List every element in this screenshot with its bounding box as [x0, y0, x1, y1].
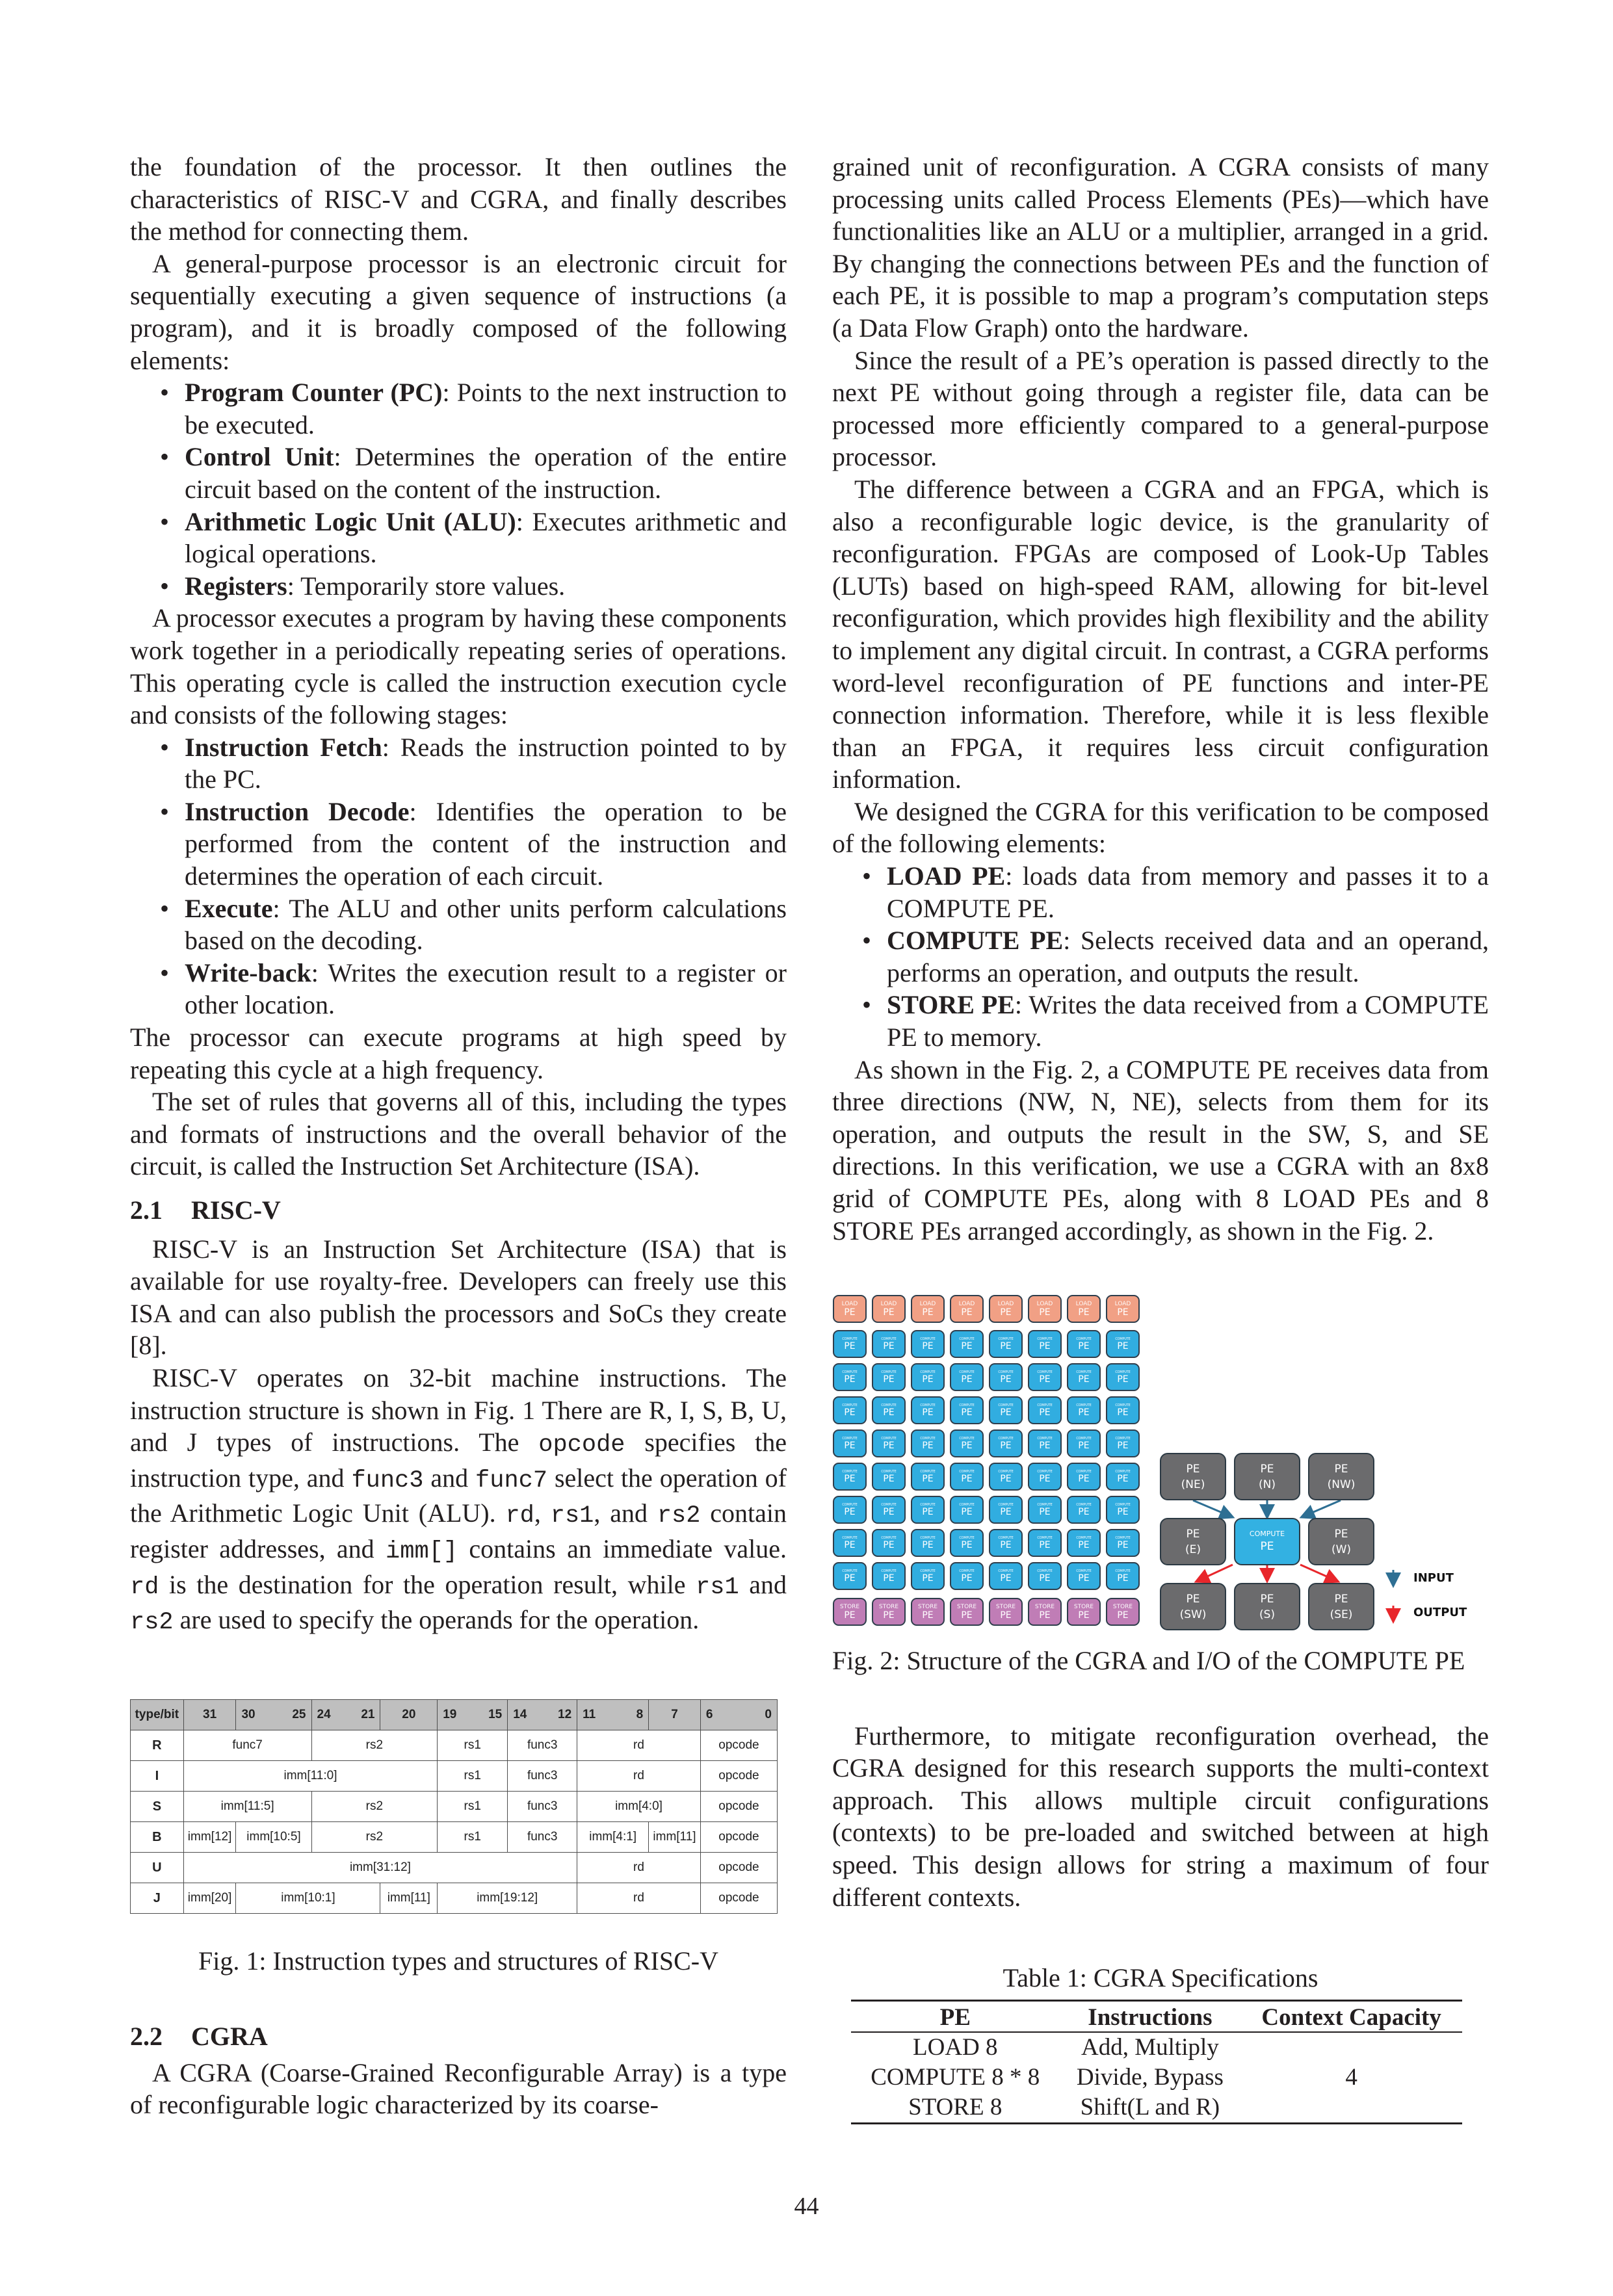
instruction-field: rs2 [311, 1730, 438, 1761]
instruction-field: imm[19:12] [438, 1883, 577, 1914]
instruction-field: imm[10:1] [236, 1883, 380, 1914]
table-1-caption: Table 1: CGRA Specifications [1003, 1963, 1318, 1992]
compute-pe-cell: COMPUTE PE [1106, 1562, 1140, 1590]
pe-box-ne: PE (NE) [1160, 1453, 1226, 1500]
instruction-type-row [131, 1792, 778, 1822]
compute-pe-cell: COMPUTE PE [833, 1562, 867, 1590]
instruction-field: imm[12] [183, 1822, 236, 1853]
compute-pe-cell: COMPUTE PE [950, 1396, 984, 1424]
load-pe-cell: LOAD PE [1067, 1295, 1101, 1323]
compute-pe-cell: COMPUTE PE [950, 1496, 984, 1524]
compute-pe-cell: COMPUTE PE [1067, 1396, 1101, 1424]
load-pe-cell: LOAD PE [833, 1295, 867, 1323]
compute-pe-cell: COMPUTE PE [833, 1396, 867, 1424]
compute-pe-cell: COMPUTE PE [950, 1562, 984, 1590]
compute-pe-cell: COMPUTE PE [989, 1496, 1023, 1524]
compute-pe-cell: COMPUTE PE [1106, 1529, 1140, 1557]
store-pe-cell: STORE PE [1106, 1598, 1140, 1626]
legend-output-label: OUTPUT [1413, 1606, 1467, 1619]
instruction-type-row [131, 1761, 778, 1792]
store-pe-cell: STORE PE [989, 1598, 1023, 1626]
paragraph: grained unit of reconfiguration. A CGRA consists of many processing units called Process Elements (PEs)—which have functionalities like an ALU or a multiplier, arranged in a grid. By changing the connections between PEs and the function of each PE, it is possible to map a program’s computation steps (a Data Flow Graph) onto the hardware. [832, 152, 1489, 343]
load-pe-cell: LOAD PE [911, 1295, 945, 1323]
store-pe-cell: STORE PE [1067, 1598, 1101, 1626]
list-item: • Instruction Decode: Identifies the operation to be performed from the content of the instruction and determines the operation of each circuit. [185, 796, 787, 893]
paragraph: Since the result of a PE’s operation is passed directly to the next PE without going through a register file, data can be processed more efficiently compared to a general-purpose processor. [832, 345, 1489, 472]
riscv-instruction-format-table [130, 1699, 778, 1914]
instruction-type-label: R [131, 1730, 184, 1761]
pe-box-w: PE (W) [1308, 1518, 1374, 1565]
list-item: • STORE PE: Writes the data received from a COMPUTE PE to memory. [887, 989, 1489, 1053]
store-pe-cell: STORE PE [950, 1598, 984, 1626]
pe-box-sw: PE (SW) [1160, 1583, 1226, 1630]
compute-pe-cell: COMPUTE PE [911, 1463, 945, 1491]
paragraph: Furthermore, to mitigate reconfiguration overhead, the CGRA designed for this research supports the multi-context approach. This allows multiple circuit configurations (contexts) to be pre-loaded and switched between at high speed. This design allows for string a maximum of four different contexts. [832, 1721, 1489, 1912]
instruction-field: func7 [183, 1730, 311, 1761]
paragraph: The set of rules that governs all of this, including the types and formats of instructions and the overall behavior of the circuit, is called the Instruction Set Architecture (ISA). [130, 1087, 787, 1181]
compute-pe-cell: COMPUTE PE [950, 1429, 984, 1457]
list-item: • COMPUTE PE: Selects received data and an operand, performs an operation, and outputs the result. [887, 924, 1489, 989]
list-item: • Program Counter (PC): Points to the next instruction to be executed. [185, 376, 787, 441]
instruction-field: imm[31:12] [183, 1853, 577, 1883]
instruction-field: rd [577, 1853, 701, 1883]
compute-pe-cell: COMPUTE PE [1028, 1496, 1062, 1524]
compute-pe-cell: COMPUTE PE [872, 1396, 906, 1424]
instruction-field: rs1 [438, 1822, 508, 1853]
store-pe-cell: STORE PE [911, 1598, 945, 1626]
compute-pe-cell: COMPUTE PE [872, 1463, 906, 1491]
instruction-field: rs1 [438, 1761, 508, 1792]
compute-pe-cell: COMPUTE PE [1106, 1330, 1140, 1358]
input-arrow-nw [1303, 1500, 1341, 1517]
paragraph: A general-purpose processor is an electronic circuit for sequentially executing a given sequence of instructions (a program), and it is broadly composed of the following elements: [130, 248, 787, 375]
right-column [832, 151, 1489, 1247]
instruction-type-label: U [131, 1853, 184, 1883]
legend-input-label: INPUT [1413, 1571, 1454, 1585]
type-bit-header: type/bit [131, 1700, 184, 1730]
right-column-lower [832, 1645, 1489, 1913]
instruction-field: imm[11] [380, 1883, 438, 1914]
pe-box-e: PE (E) [1160, 1518, 1226, 1565]
store-pe-cell: STORE PE [872, 1598, 906, 1626]
compute-pe-cell: COMPUTE PE [1028, 1562, 1062, 1590]
store-pe-cell: STORE PE [1028, 1598, 1062, 1626]
paragraph: RISC-V operates on 32-bit machine instructions. The instruction structure is shown in Fig. 1 There are R, I, S, B, U, and J types of instructions. The opcode specifies the instruction type, and func3 and func7 select the operation of the Arithmetic Logic Unit (ALU). rd, rs1, and rs2 contain register addresses, and imm[] contains an immediate value. rd is the destination for the operation result, while rs1 and rs2 are used to specify the operands for the operation. [130, 1363, 787, 1637]
instruction-field: imm[11:5] [183, 1792, 311, 1822]
compute-pe-cell: COMPUTE PE [872, 1496, 906, 1524]
bit-position-header: 7 [649, 1700, 701, 1730]
list-item: • Arithmetic Logic Unit (ALU): Executes arithmetic and logical operations. [185, 506, 787, 570]
instruction-type-label: I [131, 1761, 184, 1792]
compute-pe-cell: COMPUTE PE [989, 1363, 1023, 1391]
bit-position-header: 31 [183, 1700, 236, 1730]
instruction-field: imm[11:0] [183, 1761, 438, 1792]
compute-pe-cell: COMPUTE PE [989, 1529, 1023, 1557]
pe-box-n: PE (N) [1234, 1453, 1300, 1500]
compute-pe-cell: COMPUTE PE [911, 1529, 945, 1557]
compute-pe-cell: COMPUTE PE [833, 1463, 867, 1491]
compute-pe-cell: COMPUTE PE [1106, 1463, 1140, 1491]
pe-box-se: PE (SE) [1308, 1583, 1374, 1630]
instruction-field: rd [577, 1883, 701, 1914]
instruction-field: rs2 [311, 1792, 438, 1822]
paragraph: RISC-V is an Instruction Set Architecture (ISA) that is available for use royalty-free. Developers can freely use this ISA and can also publish the processors and SoCs they create [8]. [130, 1234, 787, 1361]
paragraph: A processor executes a program by having these components work together in a periodically repeating series of operations. This operating cycle is called the instruction execution cycle and consists of the following stages: [130, 603, 787, 730]
compute-pe-cell: COMPUTE PE [1106, 1396, 1140, 1424]
instruction-field: func3 [508, 1730, 577, 1761]
input-arrow-ne [1193, 1500, 1231, 1517]
compute-pe-cell: COMPUTE PE [872, 1529, 906, 1557]
compute-pe-cell: COMPUTE PE [989, 1463, 1023, 1491]
instruction-field: imm[4:1] [577, 1822, 649, 1853]
compute-pe-cell: COMPUTE PE [833, 1429, 867, 1457]
instruction-type-row [131, 1853, 778, 1883]
compute-pe-cell: COMPUTE PE [1067, 1529, 1101, 1557]
instruction-type-row [131, 1822, 778, 1853]
compute-pe-center-box: COMPUTE PE [1234, 1518, 1300, 1565]
instruction-field: opcode [700, 1792, 777, 1822]
pe-box-nw: PE (NW) [1308, 1453, 1374, 1500]
figure-1-caption: Fig. 1: Instruction types and structures of RISC-V [198, 1946, 718, 1976]
load-pe-cell: LOAD PE [1028, 1295, 1062, 1323]
load-pe-cell: LOAD PE [989, 1295, 1023, 1323]
instruction-field: opcode [700, 1761, 777, 1792]
compute-pe-cell: COMPUTE PE [911, 1396, 945, 1424]
paragraph: We designed the CGRA for this verification to be composed of the following elements: [832, 796, 1489, 859]
paragraph: As shown in the Fig. 2, a COMPUTE PE receives data from three directions (NW, N, NE), selects from them for its operation, and outputs the result in the SW, S, and SE directions. In this verification, we use a CGRA with an 8x8 grid of COMPUTE PEs, along with 8 LOAD PEs and 8 STORE PEs arranged accordingly, as shown in the Fig. 2. [832, 1054, 1489, 1246]
compute-pe-cell: COMPUTE PE [1067, 1330, 1101, 1358]
instruction-field: rs1 [438, 1792, 508, 1822]
instruction-field: opcode [700, 1853, 777, 1883]
instruction-field: opcode [700, 1730, 777, 1761]
instruction-field: rs1 [438, 1730, 508, 1761]
load-pe-cell: LOAD PE [872, 1295, 906, 1323]
compute-pe-cell: COMPUTE PE [1028, 1330, 1062, 1358]
compute-pe-cell: COMPUTE PE [911, 1496, 945, 1524]
instruction-field: rs2 [311, 1822, 438, 1853]
pe-types-list [832, 860, 1489, 1054]
compute-pe-cell: COMPUTE PE [872, 1330, 906, 1358]
list-item: • Registers: Temporarily store values. [185, 570, 787, 603]
table-row: COMPUTE 8 * 8 Divide, Bypass 4 [871, 2064, 1357, 2091]
compute-pe-cell: COMPUTE PE [872, 1562, 906, 1590]
compute-pe-cell: COMPUTE PE [1028, 1463, 1062, 1491]
compute-pe-cell: COMPUTE PE [1106, 1429, 1140, 1457]
list-item: • LOAD PE: loads data from memory and passes it to a COMPUTE PE. [887, 860, 1489, 924]
instruction-field: func3 [508, 1822, 577, 1853]
compute-pe-cell: COMPUTE PE [872, 1363, 906, 1391]
instruction-field: opcode [700, 1822, 777, 1853]
compute-pe-cell: COMPUTE PE [833, 1496, 867, 1524]
compute-pe-cell: COMPUTE PE [950, 1529, 984, 1557]
compute-pe-cell: COMPUTE PE [1028, 1529, 1062, 1557]
bit-position-header: 6 0 [700, 1700, 777, 1730]
bit-position-header: 24 21 [311, 1700, 380, 1730]
bit-position-header: 30 25 [236, 1700, 311, 1730]
bit-position-header: 20 [380, 1700, 438, 1730]
compute-pe-cell: COMPUTE PE [1106, 1496, 1140, 1524]
compute-pe-cell: COMPUTE PE [989, 1429, 1023, 1457]
paragraph: A CGRA (Coarse-Grained Reconfigurable Array) is a type of reconfigurable logic characterized by its coarse- [130, 2057, 787, 2120]
instruction-field: opcode [700, 1883, 777, 1914]
compute-pe-io-diagram [1144, 1443, 1482, 1638]
compute-pe-cell: COMPUTE PE [911, 1330, 945, 1358]
compute-pe-cell: COMPUTE PE [950, 1363, 984, 1391]
compute-pe-cell: COMPUTE PE [911, 1363, 945, 1391]
cgra-specifications-table [851, 2000, 1462, 2124]
execution-stages-list [130, 731, 787, 1021]
table-header-row [131, 1700, 778, 1730]
bit-position-header: 19 15 [438, 1700, 508, 1730]
compute-pe-cell: COMPUTE PE [833, 1330, 867, 1358]
paragraph: The processor can execute programs at high speed by repeating this cycle at a high frequency. [130, 1023, 787, 1084]
compute-pe-cell: COMPUTE PE [833, 1529, 867, 1557]
instruction-field: imm[11] [649, 1822, 701, 1853]
instruction-field: func3 [508, 1792, 577, 1822]
instruction-type-label: J [131, 1883, 184, 1914]
instruction-type-label: B [131, 1822, 184, 1853]
paragraph: the foundation of the processor. It then outlines the characteristics of RISC-V and CGRA, and finally describes the method for connecting them. [130, 152, 787, 246]
instruction-field: rd [577, 1761, 701, 1792]
output-arrow-se [1300, 1565, 1337, 1581]
load-pe-cell: LOAD PE [950, 1295, 984, 1323]
table-row: STORE 8 Shift(L and R) [851, 2093, 1462, 2124]
compute-pe-cell: COMPUTE PE [833, 1363, 867, 1391]
store-pe-cell: STORE PE [833, 1598, 867, 1626]
instruction-field: imm[10:5] [236, 1822, 311, 1853]
paragraph: The difference between a CGRA and an FPGA, which is also a reconfigurable logic device, is the granularity of reconfiguration. FPGAs are composed of Look-Up Tables (LUTs) based on high-speed RAM, allowing for bit-level reconfiguration, which provides high flexibility and the ability to implement any digital circuit. In contrast, a CGRA performs word-level reconfiguration of PE functions and inter-PE connection information. Therefore, while it is less flexible than an FPGA, it requires less circuit configuration information. [832, 474, 1489, 794]
compute-pe-cell: COMPUTE PE [989, 1330, 1023, 1358]
load-pe-cell: LOAD PE [1106, 1295, 1140, 1323]
compute-pe-cell: COMPUTE PE [1067, 1496, 1101, 1524]
compute-pe-cell: COMPUTE PE [989, 1396, 1023, 1424]
list-item: • Instruction Fetch: Reads the instruction pointed to by the PC. [185, 731, 787, 796]
compute-pe-cell: COMPUTE PE [911, 1562, 945, 1590]
compute-pe-cell: COMPUTE PE [1067, 1562, 1101, 1590]
compute-pe-cell: COMPUTE PE [1106, 1363, 1140, 1391]
compute-pe-cell: COMPUTE PE [872, 1429, 906, 1457]
instruction-field: imm[20] [183, 1883, 236, 1914]
section-heading-risc-v: 2.1 RISC-V [130, 1195, 281, 1225]
bit-position-header: 14 12 [508, 1700, 577, 1730]
instruction-field: rd [577, 1730, 701, 1761]
compute-pe-cell: COMPUTE PE [1067, 1429, 1101, 1457]
list-item: • Write-back: Writes the execution result to a register or other location. [185, 957, 787, 1021]
bit-position-header: 11 8 [577, 1700, 649, 1730]
compute-pe-cell: COMPUTE PE [1067, 1363, 1101, 1391]
cgra-pe-grid [833, 1295, 1140, 1626]
list-item: • Control Unit: Determines the operation of the entire circuit based on the content of the instruction. [185, 441, 787, 505]
table-header-row: PE Instructions Context Capacity [851, 2001, 1462, 2033]
figure-2-caption: Fig. 2: Structure of the CGRA and I/O of the COMPUTE PE [832, 1646, 1465, 1675]
compute-pe-cell: COMPUTE PE [911, 1429, 945, 1457]
compute-pe-cell: COMPUTE PE [1028, 1429, 1062, 1457]
compute-pe-cell: COMPUTE PE [950, 1463, 984, 1491]
output-arrow-sw [1198, 1565, 1233, 1581]
table-row: LOAD 8 Add, Multiply [913, 2034, 1219, 2061]
instruction-type-label: S [131, 1792, 184, 1822]
compute-pe-cell: COMPUTE PE [1028, 1396, 1062, 1424]
instruction-type-row [131, 1730, 778, 1761]
processor-elements-list [130, 376, 787, 602]
compute-pe-cell: COMPUTE PE [1028, 1363, 1062, 1391]
compute-pe-cell: COMPUTE PE [1067, 1463, 1101, 1491]
instruction-field: func3 [508, 1761, 577, 1792]
list-item: • Execute: The ALU and other units perform calculations based on the decoding. [185, 893, 787, 957]
compute-pe-cell: COMPUTE PE [950, 1330, 984, 1358]
instruction-field: imm[4:0] [577, 1792, 701, 1822]
pe-box-s: PE (S) [1234, 1583, 1300, 1630]
left-column-bottom [130, 2020, 787, 2121]
page-number: 44 [794, 2193, 819, 2220]
section-heading-cgra: 2.2 CGRA [130, 2022, 268, 2051]
left-column [130, 151, 787, 1639]
instruction-type-row [131, 1883, 778, 1914]
compute-pe-cell: COMPUTE PE [989, 1562, 1023, 1590]
